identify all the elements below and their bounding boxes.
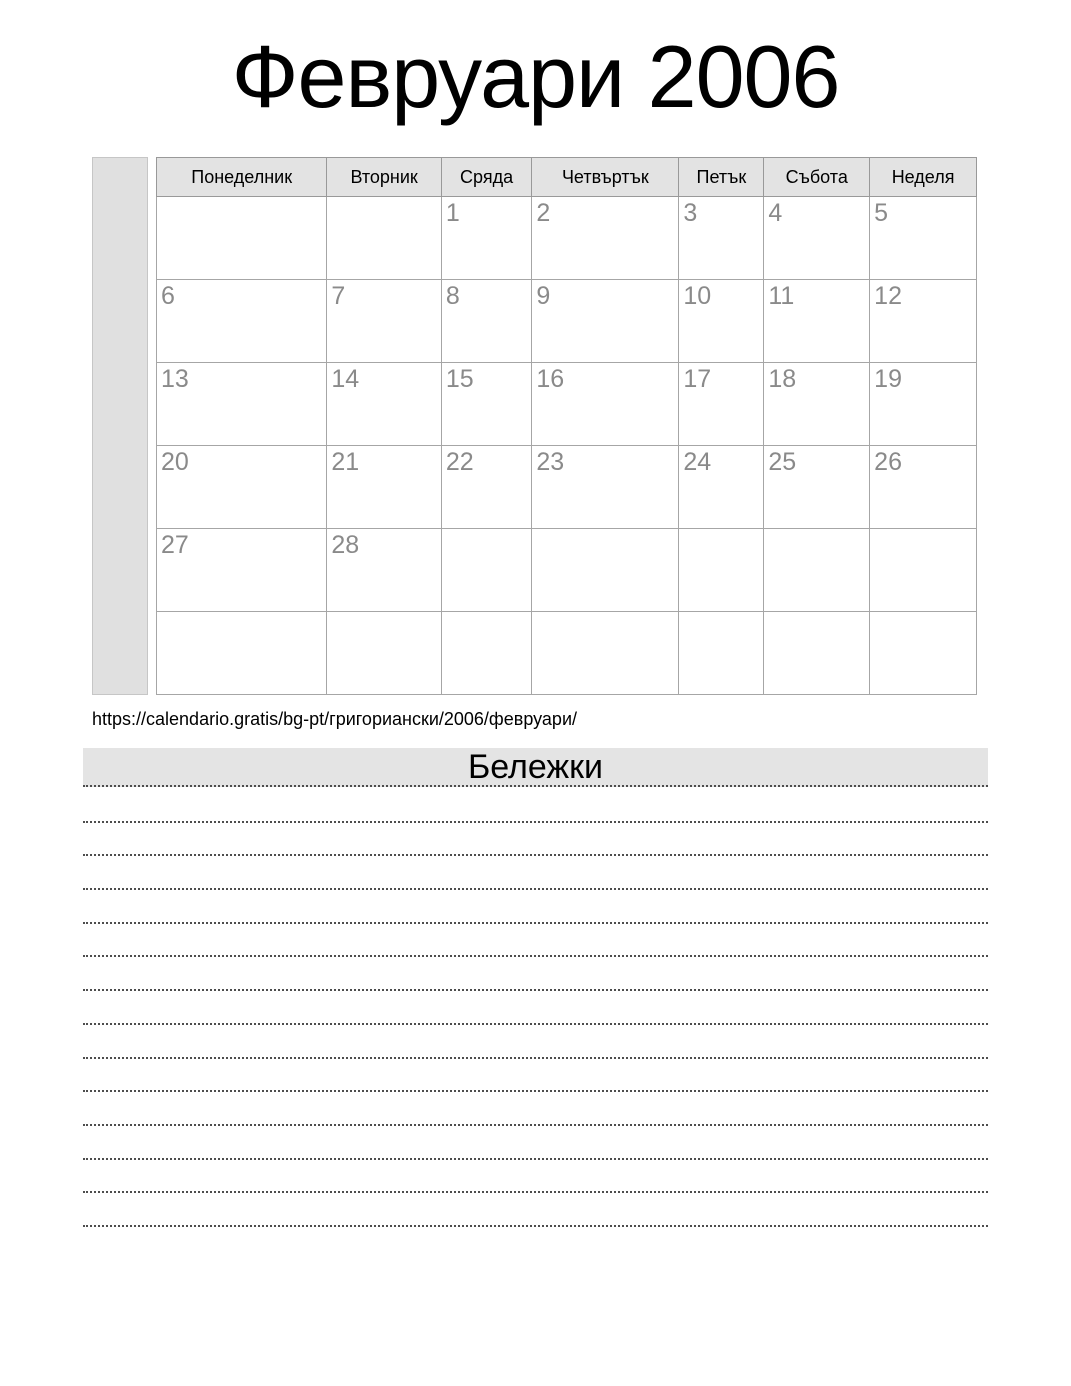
day-cell: 12 (870, 280, 977, 363)
source-url: https://calendario.gratis/bg-pt/григориански/2006/февруари/ (92, 709, 577, 729)
weekday-header-tuesday: Вторник (327, 158, 441, 197)
day-cell: 26 (870, 446, 977, 529)
notes-title: Бележки (83, 748, 988, 787)
note-line (83, 1092, 988, 1126)
day-cell: 20 (157, 446, 327, 529)
weekday-header-friday: Петък (679, 158, 764, 197)
note-line (83, 789, 988, 823)
day-cell: 11 (764, 280, 870, 363)
day-cell: 6 (157, 280, 327, 363)
empty-day-cell (157, 197, 327, 280)
day-cell: 15 (441, 363, 532, 446)
empty-day-cell (157, 612, 327, 695)
day-cell: 22 (441, 446, 532, 529)
note-line (83, 1059, 988, 1093)
calendar-section (92, 157, 977, 695)
empty-day-cell (679, 529, 764, 612)
day-cell: 27 (157, 529, 327, 612)
day-cell: 19 (870, 363, 977, 446)
weekday-header-monday: Понеделник (157, 158, 327, 197)
day-cell: 13 (157, 363, 327, 446)
note-line (83, 856, 988, 890)
empty-day-cell (441, 529, 532, 612)
day-cell: 1 (441, 197, 532, 280)
empty-day-cell (764, 529, 870, 612)
calendar-week-row (157, 280, 977, 363)
note-line (83, 823, 988, 857)
weekday-header-saturday: Събота (764, 158, 870, 197)
day-cell: 28 (327, 529, 441, 612)
note-line (83, 1126, 988, 1160)
day-cell: 18 (764, 363, 870, 446)
day-cell: 5 (870, 197, 977, 280)
note-line (83, 957, 988, 991)
calendar-side-band (92, 157, 148, 695)
empty-day-cell (441, 612, 532, 695)
calendar-header-row (157, 158, 977, 197)
note-line (83, 890, 988, 924)
day-cell: 21 (327, 446, 441, 529)
calendar-week-row (157, 612, 977, 695)
weekday-header-wednesday: Сряда (441, 158, 532, 197)
note-line (83, 1160, 988, 1194)
day-cell: 23 (532, 446, 679, 529)
calendar-week-row (157, 446, 977, 529)
note-line (83, 991, 988, 1025)
day-cell: 9 (532, 280, 679, 363)
day-cell: 24 (679, 446, 764, 529)
day-cell: 4 (764, 197, 870, 280)
day-cell: 17 (679, 363, 764, 446)
day-cell: 8 (441, 280, 532, 363)
day-cell: 14 (327, 363, 441, 446)
calendar-body (157, 197, 977, 695)
empty-day-cell (870, 612, 977, 695)
calendar-week-row (157, 363, 977, 446)
calendar-week-row (157, 197, 977, 280)
empty-day-cell (327, 197, 441, 280)
page-title: Февруари 2006 (231, 27, 840, 126)
day-cell: 3 (679, 197, 764, 280)
day-cell: 10 (679, 280, 764, 363)
note-line (83, 1193, 988, 1227)
calendar-week-row (157, 529, 977, 612)
calendar-table (156, 157, 977, 695)
empty-day-cell (679, 612, 764, 695)
day-cell: 2 (532, 197, 679, 280)
empty-day-cell (532, 612, 679, 695)
empty-day-cell (764, 612, 870, 695)
weekday-header-thursday: Четвъртък (532, 158, 679, 197)
day-cell: 7 (327, 280, 441, 363)
empty-day-cell (870, 529, 977, 612)
note-line (83, 924, 988, 958)
empty-day-cell (532, 529, 679, 612)
notes-lines (83, 789, 988, 1227)
weekday-header-sunday: Неделя (870, 158, 977, 197)
day-cell: 25 (764, 446, 870, 529)
note-line (83, 1025, 988, 1059)
empty-day-cell (327, 612, 441, 695)
day-cell: 16 (532, 363, 679, 446)
